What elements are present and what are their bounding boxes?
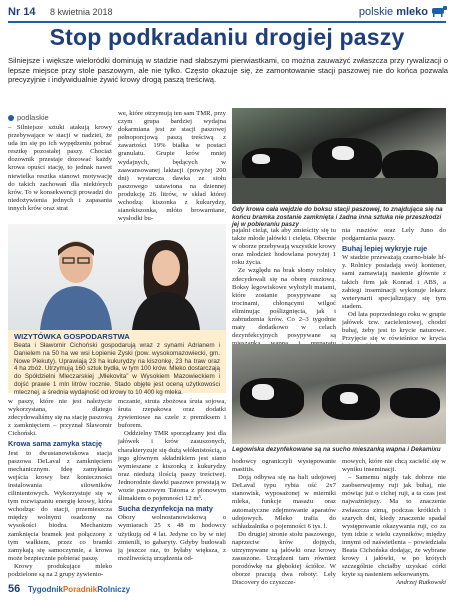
column-6-text-c: Obory wolnostanowiskową o wymiarach 25 x 48 m hodowcy użytkują od 4 lat. Jedyne co by w niej zmienili, to gabaryty. Gdyby budowali ją jeszcze raz, to byłaby większa, z możliwością urządzenia od- bbox=[118, 514, 226, 562]
column-4-text-b: W stadzie przeważają czarno-białe hf-y. Rolnicy posiadają swój kontener, sami zamawiają nasienie głównie z takich firm jak Konrad i ABS, a zabiegi inseminacji wykonuje lekarz weterynarii specjalizujący się tym stadem. bbox=[342, 254, 446, 310]
column-8-text: mowych, które nie chcą zacielić się w wyniku inseminacji. bbox=[342, 458, 446, 474]
publication-brand bbox=[28, 585, 130, 594]
brand-poradnik: Poradnik bbox=[62, 585, 98, 594]
page-number: 56 bbox=[8, 583, 21, 595]
column-3-text-b: Ze względu na brak słomy rolnicy zdecydowali się na oborę rusztową. Boksy legowiskowe wyłożyli matami, które zostanie posypywane są trocinami, chłonącymi wilgoć eliminując poślizgnięcia, jak i zabrudzenia krów. Co 2–3 tygodnie maty dodatkowo w celach dezynfekcyjnych posypywane są bbox=[232, 267, 336, 340]
column-8 bbox=[342, 458, 446, 588]
column-6-text-b: Oddzielny TMR sporządzany jest dla jałówek i krów zasuszonych, charakteryzuje się dużą włóknistością, a jego głównym składnikiem jest siano wymieszane z kiszonką z kukurydzy oraz niedużą ilością paszy treściwej. Jednorodnie dawki paszowe powstają w wozie paszowym Tatoma z pionowym ślimakiem o pojemności 12 m³. bbox=[118, 430, 226, 503]
section-brand bbox=[359, 6, 428, 18]
column-7-text: hodowcy ograniczyli występowanie mastitis. bbox=[232, 458, 336, 474]
column-7 bbox=[232, 458, 336, 588]
cow-logo-icon bbox=[430, 4, 448, 18]
section-main: mleko bbox=[396, 6, 428, 18]
author-region bbox=[8, 113, 49, 122]
column-5-heading: Krowa sama zamyka stację bbox=[8, 439, 103, 449]
column-5-text: w paszy, które nie jest należycie wykorzystana, dlatego zdecydowaliśmy się na stację paszową z zamknięciem – przyznał Sławomir Cichoński. bbox=[8, 398, 112, 438]
column-5-text-c: Krowy produkujące mleko podzielone są na 2 grupy żywienio- bbox=[8, 562, 112, 578]
article-lead: Silniejsze i większe wieloródki dominują w stadzie nad słabszymi pierwiastkami, co można zauważyć zwłaszcza przy rywalizacji o lepsze miejsce przy stole paszowym, ale nie tylko. Często okazuje się, że zamontowanie stacji paszowej nie do końca pozwala precyzyjnie i indywidualnie żywić krowy drogą paszą treściwą. bbox=[8, 56, 448, 85]
section-prefix: polskie bbox=[358, 6, 394, 18]
location-pin-icon bbox=[8, 115, 14, 121]
column-4-text: nia rusztów oraz Lely Juno do podgarniania paszy. bbox=[342, 227, 446, 243]
column-1 bbox=[8, 124, 112, 213]
issue-date: 8 kwietnia 2018 bbox=[50, 7, 113, 17]
header-rule bbox=[8, 21, 446, 23]
photo-cubicles bbox=[232, 344, 446, 444]
column-4 bbox=[342, 227, 446, 351]
column-6 bbox=[118, 398, 226, 563]
farm-info-text: Beata i Sławomir Cichoński gospodarują wraz z synami Adrianem i Danielem na 50 ha we wsi Łopienie Zyski (pow. wysokomazowiecki, gm. Nowe Piekuty). Uprawiają 23 ha kukurydzy na kiszonkę, 23 ha traw oraz 4 ha zbóż. Utrzymują 160 sztuk bydła, w tym 100 krów. Mleko dostarczają do Spółdzielni Mleczarskiej „Mlekovita” w Wysokiem Mazowieckiem i dojść prawie 1 mln litrów rocznie. Stado objęte jest oceną użytkowości mlecznej, a średnia wydajność od krowy to 10 400 kg mleka. bbox=[14, 342, 220, 396]
photo-1-caption: Gdy krowa cała wejdzie do boksu stacji paszowej, to znajdująca się na końcu bramka zostanie zamknięta i żadna inna sztuka nie przeszkodzi jej w pobieraniu paszy bbox=[232, 206, 443, 229]
column-7-text-b: Doją odbywa się na hali udojowej DeLaval typu rybia ość 2x7 stanowisk, wyposażonej w mierniki mleka, funkcje masażu oraz automatyczne zdejmowanie aparatów udojowych. Mleko trafia do schładzalnika o pojemności 6 tys. l. bbox=[232, 474, 336, 530]
photo-farmers bbox=[8, 224, 226, 330]
column-7-text-c: Do drugiej stronie stołu paszowego, naprzeciw krów dojnych, utrzymywane są jałówki oraz krowy zasuszone. Urządzeni tam również porodówkę na głębokiej ściółce. W oborze pracują dwa roboty: Lely Discovery do czyszcze- bbox=[232, 530, 336, 587]
column-6-heading: Sucha dezynfekcja na maty bbox=[118, 504, 213, 514]
brand-tygodnik: Tygodnik bbox=[28, 585, 63, 594]
issue-number: Nr 14 bbox=[8, 6, 36, 18]
article-title: Stop podkradaniu drogiej paszy bbox=[49, 24, 405, 50]
column-6-text: mczanie, struta zbożowa śruta sojowa, śruta rzepakowa oraz dodatki żywieniowe na czele z premiksem i buforem. bbox=[118, 398, 226, 430]
column-8-text-b: – Samemu nigdy tak dobrze nie zaobserwujemy ruji jak buhaj, nie mówiąc już o cichej ruji, a ta czas jest najważniejszy. Ma to znaczenie zwłaszcza zimą, podczas krótkich i szarych dni, kiedy znaczenie spadał występowanie okazywania ruji, co za tym idzie z wielu czynników; między innymi od naświetlenia – powiedziała Beata Cichońska dodając, że wybrane krowy i jałówki, w po krótych szczególnie chciałby uzyskać córki kryte są nasieniem seksowanym. bbox=[342, 474, 446, 579]
author-region-label: podlaskie bbox=[17, 113, 49, 122]
photo-2-caption: Legowiska dezynfekowane są na sucho mieszanką wapna i Dekamixu bbox=[232, 446, 441, 453]
photo-feeding-station bbox=[232, 108, 446, 204]
column-4-text-c: Od lata poprzedniego roku w grupie jałówek tzw. zacieleniowej, chodzi buhaj, żeby jest to krycie naturowe. Przyjęcie się w rówieśnice w krycia bbox=[342, 310, 446, 343]
column-2 bbox=[118, 110, 226, 223]
column-5-text-b: Jest to dwustanowiskowa stacja paszowa DeLaval z zamknięciem mechanicznym. Ideę zamykania wejścia krowy bez konieczności instalowania silowników cilinientowych. Wykorzystuje się w tym rozwiązaniu energię krowy, która wchodząc do stacji, przemieszcza między wolnymi osadzony na wysokości biodra. Mechanizm zamknięcia bramek jest połączony z tym wałkiem, przez co bramki zamykają się samoczynnie, a krowa może bezpiecznie pobierać paszę. bbox=[8, 449, 112, 562]
column-3-text: pajalni cieląt, tak aby zmieścity się tu także młode jałówki i cielęta. Obecnie w oborze przebywają wszystkie krowy oraz młodzież hodowlana powyżej 1 roku życia. bbox=[232, 227, 336, 267]
column-4-heading: Buhaj lepiej wykryje ruje bbox=[342, 244, 428, 254]
article-signature: Andrzej Rutkowski bbox=[396, 579, 446, 587]
farm-info-title: WIZYTÓWKA GOSPODARSTWA bbox=[14, 332, 130, 341]
column-2-text: we, które otrzymują ten sam TMR, przy czym grupa bardziej wydajna dokarmiana jest ze stacji paszowej pełnoporcjową paszą treściwą z zawartości 19% białka w postaci granulatu. Grupie krów mniej wydajnych, będących w zaawansowanej laktacji (powyżej 200 dni) wystarcza dawka ze stołu paszowego ustawiona na dziennej produkcję 26 litrów, w skład której wchodzą: kiszonka z kukurydzy, sianokiszonka, młóto browarniane, wysłodki bu- bbox=[118, 110, 226, 223]
brand-rolniczy: Rolniczy bbox=[97, 585, 131, 594]
column-5 bbox=[8, 398, 112, 579]
farmer-woman-figure bbox=[126, 236, 206, 330]
column-1-text: – Silniejsze sztuki atakują krowy przebywające w stacji w nadziei, że uda im się po ich wypędzeniu pobrać resztkę pozostałej paszy. Chociaż dozownik przestaje dozować każdy krowa opuści stację, to jednak nawet niewielka resztka stanowi motywację do takich zachowań dla niektórych krów. To w konsekwencji prowadzi do niedożywienia jednych i zapasania innych krów oraz strat bbox=[8, 124, 112, 212]
farmer-man-figure bbox=[36, 234, 116, 330]
